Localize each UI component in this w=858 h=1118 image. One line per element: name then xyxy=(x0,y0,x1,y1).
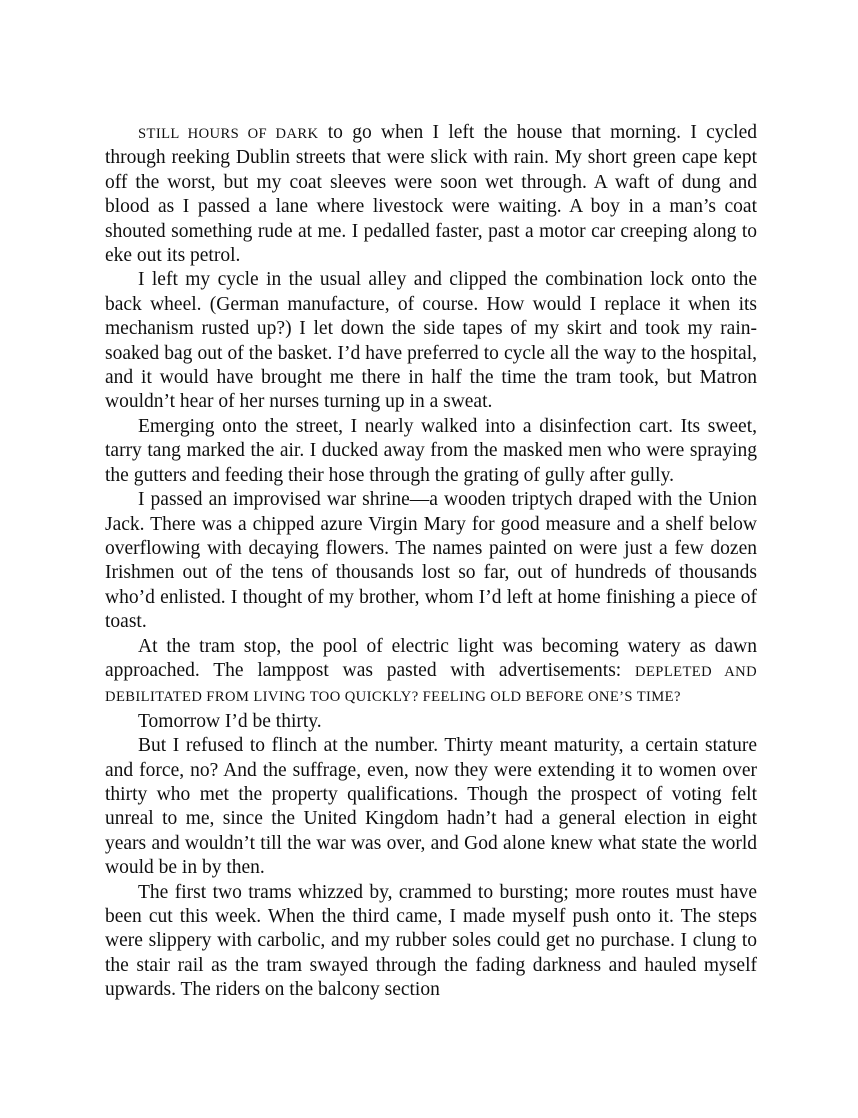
paragraph-trams-whizzed: The first two trams whizzed by, crammed to bursting; more routes must have been cut this week. When the third came, I made myself push onto it. The steps were slippery with carbolic, and my rubber soles could get no purchase. I clung to the stair rail as the tram swayed through the fading darkness and hauled myself upwards. The riders on the balcony section xyxy=(105,881,757,1001)
paragraph-tomorrow-thirty: Tomorrow I’d be thirty. xyxy=(138,710,322,732)
paragraph-opening xyxy=(105,121,757,268)
paragraph-war-shrine: I passed an improvised war shrine—a wooden triptych draped with the Union Jack. There was a chipped azure Virgin Mary for good measure and a shelf below overflowing with decaying flowers. The names painted on were just a few dozen Irishmen out of the tens of thousands lost so far, out of hundreds of thousands who’d enlisted. I thought of my brother, whom I’d left at home finishing a piece of toast. xyxy=(105,489,757,633)
paragraph-text: At the tram stop, the pool of electric light was becoming watery as dawn approached. The lamppost was pasted with advertisements: xyxy=(105,635,757,681)
smallcaps-chapter-opener: STILL HOURS OF DARK xyxy=(138,126,319,142)
paragraph-cycle-lock: I left my cycle in the usual alley and clipped the combination lock onto the back wheel. (German manufacture, of course. How would I replace it when its mechanism rusted up?) I let down the side tapes of my skirt and took my rain-soaked bag out of the basket. I’d have preferred to cycle all the way to the hospital, and it would have brought me there in half the time the tram took, but Matron wouldn’t hear of her nurses turning up in a sweat. xyxy=(105,269,757,413)
smallcaps-advertisement: DEPLETED AND DEBILITATED FROM LIVING TOO QUICKLY? FEELING OLD BEFORE ONE’S TIME? xyxy=(105,663,758,706)
paragraph-refused-to-flinch: But I refused to flinch at the number. Thirty meant maturity, a certain stature and force, no? And the suffrage, even, now they were extending it to women over thirty who met the property qualifications. Though the prospect of voting felt unreal to me, since the United Kingdom hadn’t had a general election in eight years and wouldn’t till the war was over, and God alone knew what state the world would be in by then. xyxy=(105,735,757,879)
paragraph-text: to go when I left the house that morning. I cycled through reeking Dublin streets that were slick with rain. My short green cape kept off the worst, but my coat sleeves were soon wet through. A waft of dung and blood as I passed a lane where livestock were waiting. A boy in a man’s coat shouted something rude at me. I pedalled faster, past a motor car creeping along to eke out its petrol. xyxy=(105,122,757,267)
paragraph-tram-stop xyxy=(105,635,757,710)
paragraph-disinfection-cart: Emerging onto the street, I nearly walked into a disinfection cart. Its sweet, tarry tang marked the air. I ducked away from the masked men who were spraying the gutters and feeding their hose through the grating of gully after gully. xyxy=(105,415,757,486)
